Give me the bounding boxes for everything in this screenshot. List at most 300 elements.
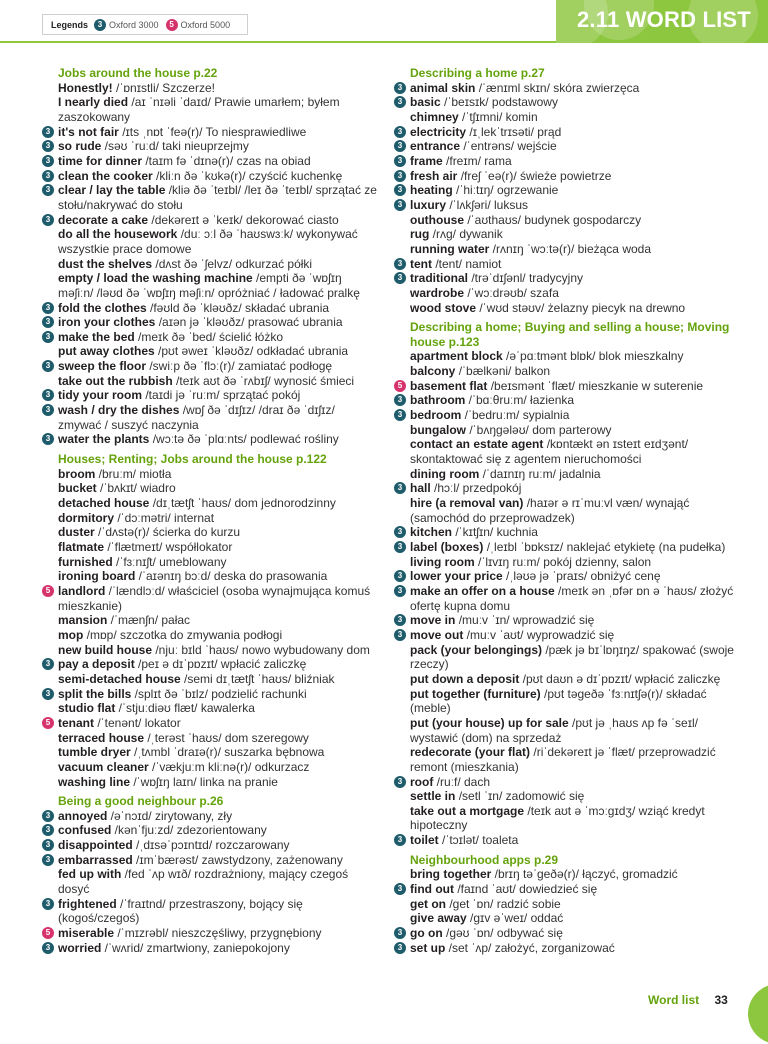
oxford-3000-icon: 3 bbox=[394, 258, 406, 270]
entry-definition: /ˈwʊd stəʊv/ żelazny piecyk na drewno bbox=[476, 300, 686, 315]
entry-definition: /riˈdekəreɪt jə ˈflæt/ przeprowadzić remont (mieszkania) bbox=[410, 745, 716, 774]
entry-definition: /bruːm/ miotła bbox=[95, 466, 172, 481]
entry-word: frame bbox=[410, 153, 443, 168]
entry-word: dust the shelves bbox=[58, 256, 153, 271]
footer-label: Word list bbox=[648, 993, 700, 1007]
word-entry bbox=[394, 242, 736, 257]
entry-word: water the plants bbox=[58, 432, 150, 447]
entry-word: ironing board bbox=[58, 569, 136, 584]
word-entry bbox=[394, 467, 736, 482]
word-entry bbox=[394, 804, 736, 833]
entry-definition: /ɡet ˈɒn/ radzić sobie bbox=[446, 896, 561, 911]
entry-definition: /freɪm/ rama bbox=[442, 153, 512, 168]
entry-word: heating bbox=[410, 183, 453, 198]
entry-definition: /ˈwʌrid/ zmartwiony, zaniepokojony bbox=[101, 940, 290, 955]
entry-definition: /brɪŋ təˈɡeðə(r)/ łączyć, gromadzić bbox=[491, 867, 678, 882]
oxford-5000-icon: 5 bbox=[166, 19, 178, 31]
word-entry bbox=[42, 941, 378, 956]
entry-word: pay a deposit bbox=[58, 657, 135, 672]
entry-word: dining room bbox=[410, 466, 480, 481]
entry-word: semi-detached house bbox=[58, 671, 181, 686]
entry-definition: /ˈdɔːmətri/ internat bbox=[114, 510, 215, 525]
entry-word: flatmate bbox=[58, 540, 105, 554]
entry-definition: /ˈɒnɪstli/ Szczerze! bbox=[112, 80, 215, 95]
header-rule bbox=[0, 41, 556, 43]
word-entry bbox=[42, 388, 378, 403]
word-entry bbox=[394, 897, 736, 912]
word-entry bbox=[42, 672, 378, 687]
entry-word: terraced house bbox=[58, 730, 145, 745]
entry-definition: /ˈaʊthaʊs/ budynek gospodarczy bbox=[464, 212, 642, 227]
entry-definition: /taɪm fə ˈdɪnə(r)/ czas na obiad bbox=[142, 153, 311, 168]
oxford-3000-icon: 3 bbox=[42, 140, 54, 152]
entry-word: put down a deposit bbox=[410, 671, 520, 686]
entry-definition: /ˌtʌmbl ˈdraɪə(r)/ suszarka bębnowa bbox=[130, 745, 325, 760]
entry-word: tumble dryer bbox=[58, 745, 131, 760]
entry-word: take out the rubbish bbox=[58, 373, 173, 388]
word-entry bbox=[42, 330, 378, 345]
word-entry bbox=[394, 169, 736, 184]
entry-word: tidy your room bbox=[58, 388, 143, 403]
oxford-3000-icon: 3 bbox=[42, 658, 54, 670]
word-entry bbox=[42, 687, 378, 702]
word-entry bbox=[42, 374, 378, 389]
entry-word: I nearly died bbox=[58, 95, 129, 110]
entry-definition: /kɒntækt ən ɪsteɪt eɪdʒənt/ skontaktować się z agentem nieruchomości bbox=[410, 437, 689, 467]
entry-word: get on bbox=[410, 896, 446, 911]
entry-word: detached house bbox=[58, 496, 150, 511]
oxford-5000-icon: 5 bbox=[42, 585, 54, 597]
word-entry bbox=[42, 628, 378, 643]
entry-definition: /ˈænɪml skɪn/ skóra zwierzęca bbox=[475, 80, 640, 95]
word-entry bbox=[42, 731, 378, 746]
legend-item-label: Oxford 3000 bbox=[109, 19, 159, 30]
entry-word: vacuum cleaner bbox=[58, 759, 149, 774]
entry-word: put together (furniture) bbox=[410, 686, 541, 701]
entry-definition: /setl ˈɪn/ zadomowić się bbox=[455, 789, 585, 804]
entry-definition: /ˈbʌkɪt/ wiadro bbox=[96, 481, 176, 496]
word-entry bbox=[42, 315, 378, 330]
oxford-3000-icon: 3 bbox=[42, 824, 54, 836]
word-entry bbox=[394, 775, 736, 790]
entry-definition: /rʌɡ/ dywanik bbox=[429, 227, 503, 242]
entry-word: toilet bbox=[410, 833, 439, 848]
oxford-3000-icon: 3 bbox=[42, 688, 54, 700]
oxford-3000-icon: 3 bbox=[42, 898, 54, 910]
entry-word: luxury bbox=[410, 197, 447, 212]
entry-word: entrance bbox=[410, 139, 461, 154]
entry-definition: /ˈbɑːθruːm/ łazienka bbox=[465, 393, 575, 408]
entry-definition: /kənˈfjuːzd/ zdezorientowany bbox=[111, 823, 267, 838]
oxford-3000-icon: 3 bbox=[394, 272, 406, 284]
entry-word: basic bbox=[410, 95, 441, 110]
word-entry bbox=[42, 301, 378, 316]
oxford-3000-icon: 3 bbox=[394, 482, 406, 494]
entry-word: move in bbox=[410, 613, 456, 628]
word-entry bbox=[42, 227, 378, 256]
oxford-3000-icon: 3 bbox=[394, 883, 406, 895]
entry-word: contact an estate agent bbox=[410, 437, 544, 452]
entry-word: wash / dry the dishes bbox=[58, 403, 180, 418]
entry-definition: /əˈpɑːtmənt blɒk/ blok mieszkalny bbox=[502, 349, 684, 364]
entry-word: make the bed bbox=[58, 329, 135, 344]
entry-word: go on bbox=[410, 926, 443, 941]
entry-word: kitchen bbox=[410, 525, 453, 540]
oxford-3000-icon: 3 bbox=[394, 927, 406, 939]
entry-word: label (boxes) bbox=[410, 540, 484, 554]
oxford-3000-icon: 3 bbox=[394, 942, 406, 954]
entry-definition: /hɔːl/ przedpokój bbox=[430, 481, 522, 496]
word-entry bbox=[394, 481, 736, 496]
entry-definition: /aɪ ˈnɪəli ˈdaɪd/ Prawie umarłem; byłem zaszokowany bbox=[58, 95, 340, 124]
entry-definition: /teɪk aʊt ə ˈmɔːɡɪdʒ/ wziąć kredyt hipoteczny bbox=[410, 803, 705, 833]
oxford-3000-icon: 3 bbox=[42, 331, 54, 343]
entry-word: put (your house) up for sale bbox=[410, 715, 569, 730]
entry-definition: /mɒp/ szczotka do zmywania podłogi bbox=[83, 627, 283, 642]
legend-title: Legends bbox=[51, 19, 89, 30]
word-entry bbox=[42, 716, 378, 731]
entry-word: roof bbox=[410, 774, 434, 789]
entry-definition: /dɪˌtætʃt ˈhaʊs/ dom jednorodzinny bbox=[149, 496, 336, 511]
word-entry bbox=[394, 139, 736, 154]
word-entry bbox=[42, 823, 378, 838]
entry-word: hall bbox=[410, 481, 431, 496]
oxford-3000-icon: 3 bbox=[394, 126, 406, 138]
entry-definition: /meɪk ðə ˈbed/ ścielić łóżko bbox=[134, 329, 284, 344]
word-entry bbox=[394, 926, 736, 941]
oxford-3000-icon: 3 bbox=[394, 526, 406, 538]
oxford-3000-icon: 3 bbox=[42, 360, 54, 372]
word-entry bbox=[394, 555, 736, 570]
entry-word: landlord bbox=[58, 583, 106, 598]
word-entry bbox=[394, 286, 736, 301]
word-entry bbox=[42, 467, 378, 482]
entry-definition: /ɪˌlekˈtrɪsəti/ prąd bbox=[466, 124, 562, 139]
entry-word: Honestly! bbox=[58, 80, 113, 95]
word-entry bbox=[42, 657, 378, 672]
oxford-3000-icon: 3 bbox=[394, 184, 406, 196]
word-entry bbox=[394, 496, 736, 525]
word-entry bbox=[42, 169, 378, 184]
entry-definition: /ˈlændlɔːd/ właściciel (osoba wynajmująca komuś mieszkanie) bbox=[58, 583, 371, 613]
entry-definition: /trəˈdɪʃənl/ tradycyjny bbox=[468, 271, 583, 286]
oxford-3000-icon: 3 bbox=[42, 433, 54, 445]
word-entry bbox=[394, 613, 736, 628]
entry-word: balcony bbox=[410, 364, 456, 379]
word-entry bbox=[42, 555, 378, 570]
right-column bbox=[394, 66, 736, 955]
oxford-3000-icon: 3 bbox=[394, 409, 406, 421]
footer bbox=[648, 993, 728, 1007]
entry-definition: /ɪmˈbærəst/ zawstydzony, zażenowany bbox=[132, 852, 343, 867]
entry-word: bedroom bbox=[410, 408, 462, 423]
word-entry bbox=[394, 227, 736, 242]
entry-definition: /peɪ ə dɪˈpɒzɪt/ wpłacić zaliczkę bbox=[134, 657, 307, 672]
word-entry bbox=[394, 525, 736, 540]
entry-definition: /pʊt daʊn ə dɪˈpɒzɪt/ wpłacić zaliczkę bbox=[519, 671, 721, 686]
oxford-3000-icon: 3 bbox=[42, 389, 54, 401]
entry-word: new build house bbox=[58, 642, 153, 657]
entry-word: living room bbox=[410, 554, 475, 569]
entry-word: fed up with bbox=[58, 867, 122, 882]
word-entry bbox=[394, 349, 736, 364]
entry-word: dormitory bbox=[58, 510, 115, 525]
word-entry bbox=[42, 897, 378, 926]
entry-word: empty / load the washing machine bbox=[58, 271, 253, 286]
entry-word: settle in bbox=[410, 789, 456, 804]
entry-word: bucket bbox=[58, 481, 97, 496]
word-entry bbox=[42, 95, 378, 124]
word-entry bbox=[394, 213, 736, 228]
section-title: Being a good neighbour p.26 bbox=[58, 794, 224, 809]
entry-definition: /set ˈʌp/ założyć, zorganizować bbox=[445, 940, 615, 955]
word-entry bbox=[42, 496, 378, 511]
word-entry bbox=[42, 257, 378, 272]
entry-word: furnished bbox=[58, 554, 113, 569]
entry-definition: /ˈwɔːdrəʊb/ szafa bbox=[464, 285, 559, 300]
entry-definition: /dekəreɪt ə ˈkeɪk/ dekorować ciasto bbox=[148, 212, 339, 227]
oxford-3000-icon: 3 bbox=[42, 839, 54, 851]
entry-definition: /beɪsmənt ˈflæt/ mieszkanie w suterenie bbox=[487, 378, 704, 393]
entry-word: tenant bbox=[58, 715, 94, 730]
entry-definition: /wɔːtə ðə ˈplɑːnts/ podlewać rośliny bbox=[149, 432, 339, 447]
word-entry bbox=[394, 301, 736, 316]
entry-definition: /faɪnd ˈaʊt/ dowiedzieć się bbox=[453, 882, 598, 897]
entry-word: hire (a removal van) bbox=[410, 496, 524, 511]
oxford-5000-icon: 5 bbox=[42, 717, 54, 729]
entry-word: frightened bbox=[58, 896, 117, 911]
word-entry bbox=[394, 882, 736, 897]
entry-word: tent bbox=[410, 256, 432, 271]
entry-definition: /ˈflætmeɪt/ współlokator bbox=[104, 540, 233, 554]
page-title: 2.11 WORD LIST bbox=[577, 7, 751, 32]
entry-definition: /pʊt jə ˌhaʊs ʌp fə ˈseɪl/ wystawić (dom) na sprzedaż bbox=[410, 715, 698, 745]
word-entry bbox=[394, 540, 736, 555]
oxford-3000-icon: 3 bbox=[94, 19, 106, 31]
word-entry bbox=[394, 643, 736, 672]
word-entry bbox=[42, 867, 378, 896]
entry-definition: /ˈaɪənɪŋ bɔːd/ deska do prasowania bbox=[135, 569, 328, 584]
section-title: Neighbourhood apps p.29 bbox=[410, 852, 559, 867]
oxford-3000-icon: 3 bbox=[42, 810, 54, 822]
entry-word: traditional bbox=[410, 271, 469, 286]
word-entry bbox=[42, 403, 378, 432]
entry-definition: /fed ˈʌp wɪð/ rozdrażniony, mający czegoś dosyć bbox=[58, 867, 349, 897]
word-entry bbox=[394, 183, 736, 198]
entry-word: chimney bbox=[410, 109, 459, 124]
word-entry bbox=[394, 867, 736, 882]
entry-word: embarrassed bbox=[58, 852, 133, 867]
left-column bbox=[42, 66, 378, 955]
entry-definition: /ˈkɪtʃɪn/ kuchnia bbox=[452, 525, 538, 540]
word-entry bbox=[42, 344, 378, 359]
entry-word: split the bills bbox=[58, 686, 132, 701]
entry-definition: /ˌleɪbl ˈbɒksɪz/ naklejać etykietę (na pudełka) bbox=[483, 540, 726, 554]
word-entry bbox=[394, 154, 736, 169]
word-entry bbox=[42, 525, 378, 540]
section-title: Jobs around the house p.22 bbox=[58, 66, 218, 80]
entry-word: basement flat bbox=[410, 378, 488, 393]
page-number: 33 bbox=[714, 993, 728, 1007]
entry-word: duster bbox=[58, 525, 95, 540]
word-entry bbox=[394, 423, 736, 438]
entry-word: bring together bbox=[410, 867, 492, 882]
entry-word: put away clothes bbox=[58, 344, 155, 359]
entry-word: wood stove bbox=[410, 300, 477, 315]
word-entry bbox=[394, 393, 736, 408]
entry-definition: /ɡɪv əˈweɪ/ oddać bbox=[466, 911, 564, 926]
word-entry bbox=[42, 81, 378, 96]
entry-definition: /ɡəʊ ˈɒn/ odbywać się bbox=[442, 926, 563, 941]
word-entry bbox=[394, 437, 736, 466]
word-entry bbox=[394, 271, 736, 286]
word-entry bbox=[42, 745, 378, 760]
entry-definition: /ˈtenənt/ lokator bbox=[94, 715, 181, 730]
word-entry bbox=[42, 183, 378, 212]
entry-word: mansion bbox=[58, 613, 108, 628]
entry-definition: /empti ðə ˈwɒʃɪŋ məʃiːn/ /ləʊd ðə ˈwɒʃɪŋ məʃiːn/ opróżniać / ładować pralkę bbox=[58, 271, 360, 300]
section-title: Describing a home p.27 bbox=[410, 66, 545, 80]
entry-definition: /ˈentrəns/ wejście bbox=[460, 139, 557, 154]
entry-word: make an offer on a house bbox=[410, 583, 555, 598]
title-banner bbox=[556, 0, 768, 43]
word-entry bbox=[42, 481, 378, 496]
oxford-3000-icon: 3 bbox=[394, 834, 406, 846]
entry-definition: /tent/ namiot bbox=[432, 256, 502, 271]
word-entry bbox=[394, 628, 736, 643]
entry-definition: /ˈtɔɪlət/ toaleta bbox=[438, 833, 519, 848]
entry-definition: /ˈbedruːm/ sypialnia bbox=[461, 408, 570, 423]
entry-definition: /ˈhiːtɪŋ/ ogrzewanie bbox=[452, 183, 559, 198]
corner-decoration bbox=[748, 984, 768, 1044]
oxford-3000-icon: 3 bbox=[394, 570, 406, 582]
word-entry bbox=[394, 911, 736, 926]
entry-definition: /ˈdaɪnɪŋ ruːm/ jadalnia bbox=[479, 466, 601, 481]
oxford-5000-icon: 5 bbox=[394, 380, 406, 392]
entry-word: move out bbox=[410, 627, 464, 642]
entry-definition: /ˈdʌstə(r)/ ścierka do kurzu bbox=[94, 525, 241, 540]
entry-word: running water bbox=[410, 241, 490, 256]
entry-definition: /splɪt ðə ˈbɪlz/ podzielić rachunki bbox=[131, 686, 307, 701]
word-entry bbox=[394, 833, 736, 848]
word-entry bbox=[394, 745, 736, 774]
word-entry bbox=[394, 81, 736, 96]
word-entry bbox=[42, 154, 378, 169]
entry-definition: /teɪk aʊt ðə ˈrʌbɪʃ/ wynosić śmieci bbox=[172, 373, 355, 388]
section-title: Describing a home; Buying and selling a house; Moving house p.123 bbox=[410, 320, 730, 349]
entry-definition: /pæk jə bɪˈlɒŋɪŋz/ spakować (swoje rzeczy) bbox=[410, 642, 734, 672]
entry-definition: /ˈlʌkʃəri/ luksus bbox=[446, 197, 529, 212]
word-entry bbox=[394, 716, 736, 745]
entry-word: bungalow bbox=[410, 422, 466, 437]
oxford-3000-icon: 3 bbox=[394, 170, 406, 182]
word-entry bbox=[42, 125, 378, 140]
entry-definition: /ˈmɪzrəbl/ nieszczęśliwy, przygnębiony bbox=[114, 926, 322, 941]
word-entry bbox=[394, 110, 736, 125]
oxford-3000-icon: 3 bbox=[42, 302, 54, 314]
legend-item-label: Oxford 5000 bbox=[180, 19, 231, 30]
entry-word: miserable bbox=[58, 926, 115, 941]
entry-word: disappointed bbox=[58, 838, 133, 853]
entry-word: animal skin bbox=[410, 80, 476, 95]
word-entry bbox=[394, 584, 736, 613]
entry-definition: /dʌst ðə ˈʃelvz/ odkurzać półki bbox=[152, 256, 313, 271]
entry-word: pack (your belongings) bbox=[410, 642, 543, 657]
oxford-3000-icon: 3 bbox=[394, 614, 406, 626]
entry-word: wardrobe bbox=[410, 285, 465, 300]
word-entry bbox=[42, 701, 378, 716]
word-entry bbox=[42, 926, 378, 941]
oxford-3000-icon: 3 bbox=[42, 404, 54, 416]
entry-definition: /pʊt təɡeðə ˈfɜːnɪtʃə(r)/ składać (meble) bbox=[410, 686, 707, 716]
entry-definition: /ˌdɪsəˈpɔɪntɪd/ rozczarowany bbox=[132, 838, 290, 853]
entry-word: rug bbox=[410, 227, 430, 242]
entry-definition: /fəʊld ðə ˈkləʊðz/ składać ubrania bbox=[146, 300, 330, 315]
oxford-3000-icon: 3 bbox=[42, 214, 54, 226]
word-entry bbox=[42, 838, 378, 853]
entry-word: take out a mortgage bbox=[410, 803, 525, 818]
entry-word: outhouse bbox=[410, 212, 464, 227]
entry-word: fold the clothes bbox=[58, 300, 147, 315]
entry-definition: /ˈbeɪsɪk/ podstawowy bbox=[440, 95, 558, 110]
entry-word: clean the cooker bbox=[58, 168, 153, 183]
word-entry bbox=[394, 257, 736, 272]
word-entry bbox=[42, 775, 378, 790]
entry-word: bathroom bbox=[410, 393, 466, 408]
entry-definition: /haɪər ə rɪˈmuːvl væn/ wynająć (samochód do przeprowadzek) bbox=[410, 496, 690, 525]
entry-word: decorate a cake bbox=[58, 212, 149, 227]
entry-word: find out bbox=[410, 882, 454, 897]
entry-definition: /muːv ˈaʊt/ wyprowadzić się bbox=[463, 627, 615, 642]
entry-definition: /wɒʃ ðə ˈdɪʃɪz/ /draɪ ðə ˈdɪʃɪz/ zmywać / suszyć naczynia bbox=[58, 403, 335, 432]
entry-definition: /ˈmænʃn/ pałac bbox=[107, 613, 191, 628]
oxford-3000-icon: 3 bbox=[394, 776, 406, 788]
entry-definition: /ˈvækjuːm kliːnə(r)/ odkurzacz bbox=[148, 759, 310, 774]
entry-definition: /ˈtʃɪmni/ komin bbox=[458, 109, 538, 124]
word-entry bbox=[394, 687, 736, 716]
entry-definition: /kliə ðə ˈteɪbl/ /leɪ ðə ˈteɪbl/ sprzątać ze stołu/nakrywać do stołu bbox=[58, 183, 377, 212]
entry-definition: /aɪən jə ˈkləʊðz/ prasować ubrania bbox=[155, 315, 343, 330]
oxford-3000-icon: 3 bbox=[42, 126, 54, 138]
word-entry bbox=[394, 672, 736, 687]
entry-definition: /ɪts ˌnɒt ˈfeə(r)/ To niesprawiedliwe bbox=[118, 124, 307, 139]
entry-definition: /rʌnɪŋ ˈwɔːtə(r)/ bieżąca woda bbox=[489, 241, 652, 256]
word-entry bbox=[394, 364, 736, 379]
oxford-3000-icon: 3 bbox=[394, 394, 406, 406]
entry-word: confused bbox=[58, 823, 112, 838]
entry-word: washing line bbox=[58, 774, 131, 789]
entry-word: it's not fair bbox=[58, 124, 119, 139]
entry-word: lower your price bbox=[410, 569, 503, 584]
entry-word: give away bbox=[410, 911, 467, 926]
legend-item-oxford-3000 bbox=[94, 19, 159, 31]
word-entry bbox=[42, 853, 378, 868]
word-entry bbox=[42, 584, 378, 613]
word-entry bbox=[394, 789, 736, 804]
word-entry bbox=[394, 95, 736, 110]
entry-definition: /kliːn ðə ˈkʊkə(r)/ czyścić kuchenkę bbox=[152, 168, 343, 183]
entry-word: fresh air bbox=[410, 168, 458, 183]
entry-definition: /ˈlɪvɪŋ ruːm/ pokój dzienny, salon bbox=[474, 554, 652, 569]
section-title: Houses; Renting; Jobs around the house p.122 bbox=[58, 452, 327, 467]
entry-definition: /swiːp ðə ˈflɔː(r)/ zamiatać podłogę bbox=[146, 359, 333, 374]
oxford-3000-icon: 3 bbox=[42, 184, 54, 196]
entry-word: set up bbox=[410, 940, 446, 955]
entry-word: sweep the floor bbox=[58, 359, 147, 374]
oxford-3000-icon: 3 bbox=[42, 316, 54, 328]
entry-definition: /meɪk ən ˌɒfər ɒn ə ˈhaʊs/ złożyć ofertę kupna domu bbox=[410, 583, 734, 613]
entry-word: worried bbox=[58, 940, 102, 955]
